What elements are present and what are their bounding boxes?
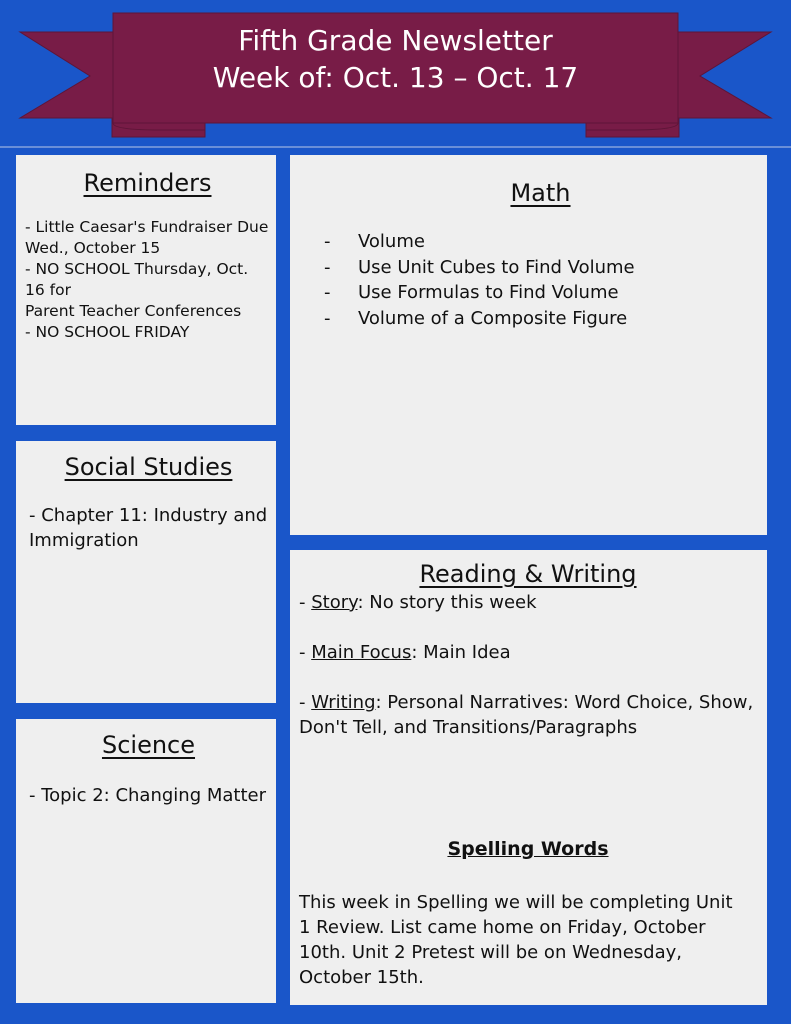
science-title: Science: [101, 731, 196, 759]
spelling-line: 10th. Unit 2 Pretest will be on Wednesday,: [299, 942, 683, 963]
social-studies-line: - Chapter 11: Industry and: [29, 505, 268, 526]
reminder-line: - Little Caesar's Fundraiser Due: [25, 218, 269, 236]
newsletter-week: Week of: Oct. 13 – Oct. 17: [212, 61, 579, 94]
spelling-line: October 15th.: [299, 967, 424, 988]
story-line: - Story: No story this week: [299, 592, 537, 613]
reading-writing-title: Reading & Writing: [419, 560, 637, 588]
newsletter-banner: [0, 0, 791, 150]
math-item: - Volume: [324, 231, 425, 252]
math-item: - Use Unit Cubes to Find Volume: [324, 256, 635, 278]
main-focus-line: - Main Focus: Main Idea: [299, 642, 511, 663]
reminder-line: Wed., October 15: [25, 239, 161, 257]
math-item: - Volume of a Composite Figure: [324, 307, 628, 329]
math-item: - Use Formulas to Find Volume: [324, 282, 619, 303]
spelling-words-title: Spelling Words: [447, 838, 609, 860]
social-studies-panel: [16, 441, 276, 703]
math-panel: [290, 155, 767, 535]
reminder-line: Parent Teacher Conferences: [25, 302, 242, 320]
social-studies-line: Immigration: [29, 530, 139, 551]
reminders-title: Reminders: [83, 169, 212, 197]
science-line: - Topic 2: Changing Matter: [29, 785, 266, 806]
newsletter-title: Fifth Grade Newsletter: [238, 24, 553, 57]
social-studies-title: Social Studies: [64, 453, 233, 481]
reading-writing-panel: [290, 550, 767, 1005]
spelling-line: 1 Review. List came home on Friday, October: [299, 917, 706, 938]
reminder-line: - NO SCHOOL Thursday, Oct. 16 for: [25, 260, 249, 299]
reminder-line: - NO SCHOOL FRIDAY: [25, 323, 190, 341]
reminders-panel: [16, 155, 276, 425]
writing-line-cont: Don't Tell, and Transitions/Paragraphs: [299, 717, 638, 738]
science-panel: [16, 719, 276, 1003]
spelling-line: This week in Spelling we will be completing Unit: [299, 892, 733, 913]
math-title: Math: [510, 179, 571, 207]
writing-line: - Writing: Personal Narratives: Word Choice, Show,: [299, 692, 754, 713]
